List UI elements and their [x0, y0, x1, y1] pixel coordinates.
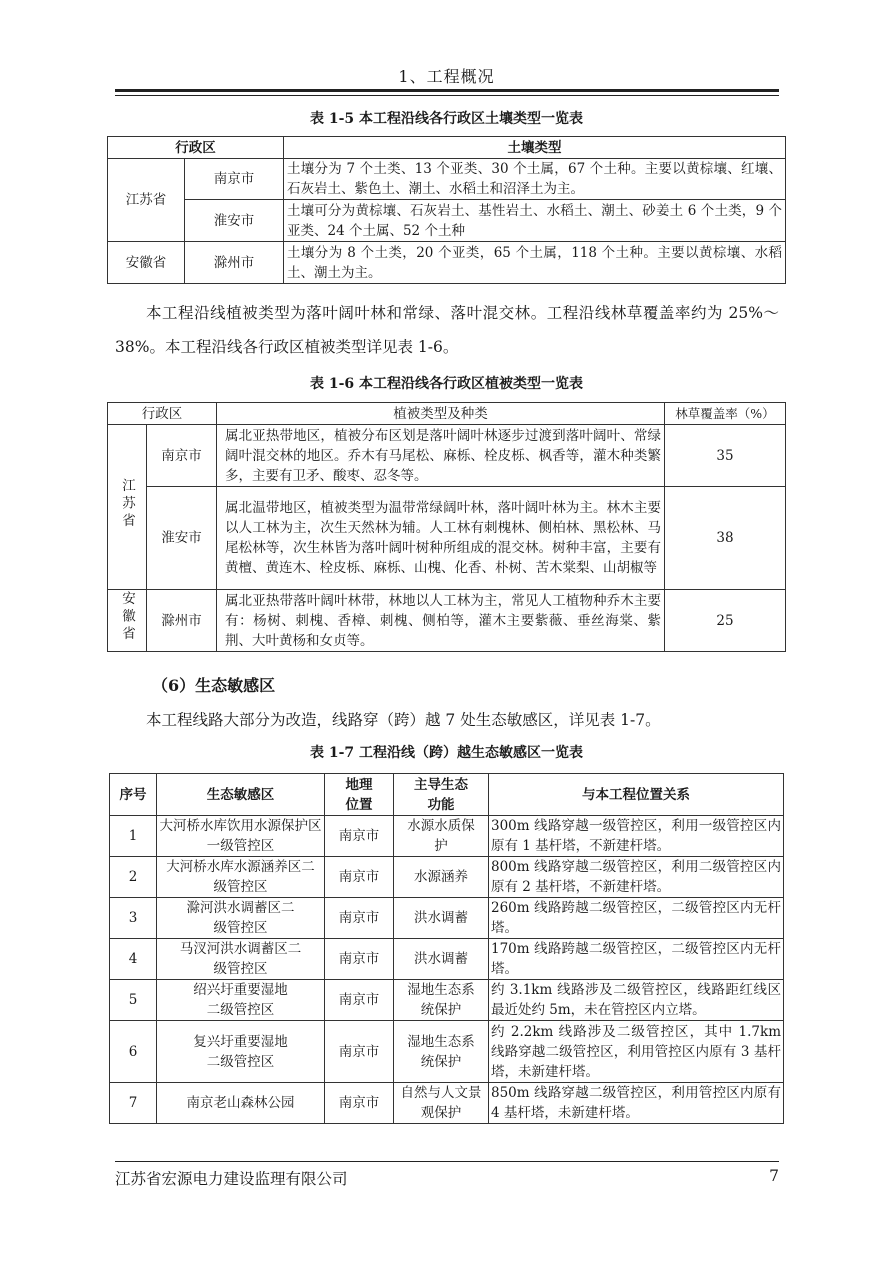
table-row-no: 3 — [110, 898, 157, 939]
table-row-zone: 滁河洪水调蓄区二级管控区 — [157, 898, 325, 939]
table-row-province: 江苏省 — [108, 159, 185, 242]
table-row-loc: 南京市 — [325, 898, 394, 939]
footer-company: 江苏省宏源电力建设监理有限公司 — [115, 1170, 348, 1188]
table-row-func: 水源水质保护 — [394, 816, 489, 857]
table-row-city: 滁州市 — [185, 242, 284, 284]
table-1-7-header-no: 序号 — [110, 774, 157, 816]
table-row-loc: 南京市 — [325, 1083, 394, 1124]
table-1-7-header-func: 主导生态功能 — [394, 774, 489, 816]
table-1-5-header-admin: 行政区 — [108, 137, 284, 159]
table-row-func: 自然与人文景观保护 — [394, 1083, 489, 1124]
page-header: 1、工程概况 — [398, 67, 495, 86]
table-row-rel: 260m 线路跨越二级管控区，二级管控区内无杆塔。 — [489, 898, 784, 939]
table-row-zone: 南京老山森林公园 — [157, 1083, 325, 1124]
table-row-func: 洪水调蓄 — [394, 939, 489, 980]
header-rule-thin — [115, 95, 779, 96]
table-row-city: 滁州市 — [147, 590, 217, 652]
table-row-veg: 属北亚热带落叶阔叶林带，林地以人工林为主，常见人工植物种乔木主要有：杨树、刺槐、香樟、刺槐、侧柏等，灌木主要紫薇、垂丝海棠、紫荆、大叶黄杨和女贞等。 — [217, 590, 665, 652]
table-row-func: 湿地生态系统保护 — [394, 1021, 489, 1083]
table-1-7-header-rel: 与本工程位置关系 — [489, 774, 784, 816]
table-row-no: 6 — [110, 1021, 157, 1083]
table-row-zone: 大河桥水库水源涵养区二级管控区 — [157, 857, 325, 898]
table-row-func: 湿地生态系统保护 — [394, 980, 489, 1021]
paragraph-sensitive: 本工程线路大部分为改造，线路穿（跨）越 7 处生态敏感区，详见表 1-7。 — [146, 711, 661, 729]
table-1-6-header-veg: 植被类型及种类 — [217, 403, 665, 425]
table-row-soil: 土壤可分为黄棕壤、石灰岩土、基性岩土、水稻土、潮土、砂姜土 6 个土类，9 个亚类、24 个土属、52 个土种 — [284, 200, 786, 242]
footer-rule — [115, 1161, 779, 1162]
table-1-7-caption: 表 1-7 工程沿线（跨）越生态敏感区一览表 — [309, 745, 584, 761]
table-row-rel: 300m 线路穿越一级管控区，利用一级管控区内原有 1 基杆塔，不新建杆塔。 — [489, 816, 784, 857]
table-row-veg: 属北亚热带地区，植被分布区划是落叶阔叶林逐步过渡到落叶阔叶、常绿阔叶混交林的地区。乔木有马尾松、麻栎、栓皮栎、枫香等，灌木种类繁多，主要有卫矛、酸枣、忍冬等。 — [217, 425, 665, 487]
table-row-no: 7 — [110, 1083, 157, 1124]
table-row-soil: 土壤分为 7 个土类、13 个亚类、30 个土属，67 个土种。主要以黄棕壤、红壤、石灰岩土、紫色土、潮土、水稻土和沼泽土为主。 — [284, 159, 786, 200]
table-row-rate: 25 — [665, 590, 786, 652]
table-1-7-header-loc: 地理位置 — [325, 774, 394, 816]
table-row-province: 安徽省 — [108, 242, 185, 284]
table-row-zone: 大河桥水库饮用水源保护区一级管控区 — [157, 816, 325, 857]
table-row-func: 洪水调蓄 — [394, 898, 489, 939]
table-row-rel: 约 3.1km 线路涉及二级管控区，线路距红线区最近处约 5m，未在管控区内立塔。 — [489, 980, 784, 1021]
table-row-province-cell — [108, 590, 147, 652]
table-row-province: 江苏省 — [119, 477, 135, 531]
table-1-7-header-zone: 生态敏感区 — [157, 774, 325, 816]
table-row-province: 安徽省 — [119, 591, 135, 644]
table-row-no: 2 — [110, 857, 157, 898]
paragraph-vegetation: 本工程沿线植被类型为落叶阔叶林和常绿、落叶混交林。工程沿线林草覆盖率约为 25%～38%。本工程沿线各行政区植被类型详见表 1-6。 — [115, 304, 779, 356]
table-row-no: 5 — [110, 980, 157, 1021]
table-row-zone: 马汊河洪水调蓄区二级管控区 — [157, 939, 325, 980]
table-1-6-header-admin: 行政区 — [108, 403, 217, 425]
table-row-no: 4 — [110, 939, 157, 980]
table-row-province-cell — [108, 425, 147, 590]
table-1-6-header-rate: 林草覆盖率（%） — [665, 403, 786, 425]
table-row-soil: 土壤分为 8 个土类，20 个亚类，65 个土属，118 个土种。主要以黄棕壤、水稻土、潮土为主。 — [284, 242, 786, 284]
table-row-no: 1 — [110, 816, 157, 857]
table-row-zone: 复兴圩重要湿地二级管控区 — [157, 1021, 325, 1083]
header-rule-thick — [115, 89, 779, 92]
table-1-7 — [109, 773, 784, 1124]
table-row-loc: 南京市 — [325, 1021, 394, 1083]
table-row-loc: 南京市 — [325, 816, 394, 857]
table-1-5 — [107, 136, 786, 284]
table-row-zone: 绍兴圩重要湿地二级管控区 — [157, 980, 325, 1021]
table-row-loc: 南京市 — [325, 939, 394, 980]
table-row-rel: 800m 线路穿越二级管控区，利用二级管控区内原有 2 基杆塔，不新建杆塔。 — [489, 857, 784, 898]
table-1-5-caption: 表 1-5 本工程沿线各行政区土壤类型一览表 — [309, 111, 584, 127]
table-row-loc: 南京市 — [325, 857, 394, 898]
table-row-rel: 约 2.2km 线路涉及二级管控区，其中 1.7km 线路穿越二级管控区，利用管控区内原有 3 基杆塔，未新建杆塔。 — [489, 1021, 784, 1083]
table-row-city: 淮安市 — [147, 487, 217, 590]
table-1-5-header-soil: 土壤类型 — [284, 137, 786, 159]
table-row-func: 水源涵养 — [394, 857, 489, 898]
table-1-6-caption: 表 1-6 本工程沿线各行政区植被类型一览表 — [309, 376, 584, 392]
section-heading: （6）生态敏感区 — [152, 676, 276, 695]
table-row-rate: 35 — [665, 425, 786, 487]
page-number: 7 — [769, 1167, 779, 1185]
table-1-6 — [107, 402, 786, 652]
table-row-city: 淮安市 — [185, 200, 284, 242]
table-row-rel: 850m 线路穿越二级管控区，利用管控区内原有 4 基杆塔，未新建杆塔。 — [489, 1083, 784, 1124]
table-row-rel: 170m 线路跨越二级管控区，二级管控区内无杆塔。 — [489, 939, 784, 980]
table-row-city: 南京市 — [147, 425, 217, 487]
table-row-loc: 南京市 — [325, 980, 394, 1021]
table-row-city: 南京市 — [185, 159, 284, 200]
table-row-veg: 属北温带地区，植被类型为温带常绿阔叶林，落叶阔叶林为主。林木主要以人工林为主，次生天然林为辅。人工林有刺槐林、侧柏林、黑松林、马尾松林等，次生林皆为落叶阔叶树种所组成的混交林。树种丰富，主要有黄檀、黄连木、栓皮栎、麻栎、山槐、化香、朴树、苦木棠梨、山胡椒等 — [217, 487, 665, 590]
table-row-rate: 38 — [665, 487, 786, 590]
